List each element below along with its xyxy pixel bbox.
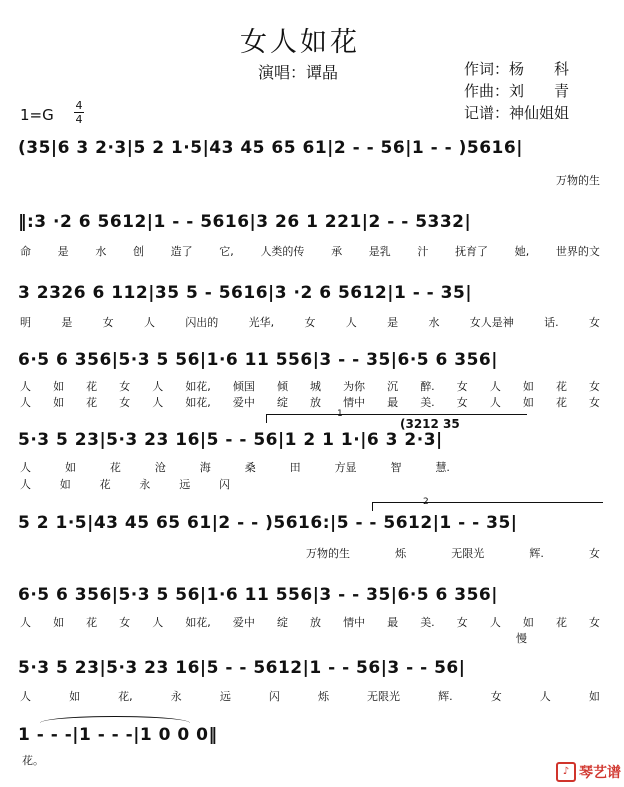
lyric-syllable: 人	[539, 690, 551, 703]
lyric-syllable: 如	[522, 616, 534, 629]
lyric-syllable: 如花,	[185, 396, 211, 409]
lyric-syllable: 如	[522, 396, 534, 409]
lyric-syllable: 情中	[343, 396, 366, 409]
watermark-logo	[556, 762, 621, 782]
time-signature-top: 4	[75, 99, 83, 112]
lyric-syllable: 辉.	[529, 547, 544, 560]
lyric-syllable: 人	[20, 478, 31, 491]
lyric-syllable: 万物的生	[306, 547, 350, 560]
lyric-syllable: 女	[119, 380, 131, 393]
lyric-syllable: 绽	[276, 616, 288, 629]
lyrics-row-9: 花。	[22, 754, 44, 767]
staff-row-5: 5·3 5 23|5·3 23 16|5 - - 56|1 2 1 1·|6 3 2·3|	[18, 430, 443, 450]
lyric-syllable: 女	[589, 616, 600, 629]
lyric-syllable: 如花,	[185, 616, 211, 629]
lyrics-row-5-verse-2	[20, 476, 230, 492]
lyric-syllable: 她,	[514, 245, 530, 258]
lyric-syllable: 花	[86, 396, 98, 409]
lyric-syllable: 女	[102, 316, 114, 329]
lyric-syllable: 智	[390, 461, 402, 474]
lyric-syllable: 创	[132, 245, 144, 258]
lyric-syllable: 如	[588, 690, 600, 703]
lyric-syllable: 是	[61, 316, 73, 329]
lyric-syllable: 女	[456, 380, 468, 393]
lyric-syllable: 是乳	[368, 245, 391, 258]
lyric-syllable: 花	[99, 478, 111, 491]
lyric-syllable: 女	[119, 396, 131, 409]
lyric-syllable: 美.	[420, 616, 435, 629]
lyric-syllable: 永	[139, 478, 151, 491]
lyric-syllable: 人	[489, 396, 501, 409]
lyric-syllable: 花	[86, 616, 98, 629]
second-ending-number: 2	[423, 497, 429, 507]
lyric-syllable: 如	[69, 690, 81, 703]
lyric-syllable: 造了	[170, 245, 193, 258]
lyric-syllable: 命	[20, 245, 31, 258]
second-ending-bracket	[372, 497, 603, 511]
lyric-syllable: 它,	[219, 245, 234, 258]
lyric-syllable: 花	[109, 461, 121, 474]
lyric-syllable: 倾	[276, 380, 288, 393]
lyric-syllable: 水	[428, 316, 440, 329]
lyric-syllable: 醉.	[420, 380, 435, 393]
lyric-syllable: 人	[20, 380, 31, 393]
staff-row-2: ‖:3 ·2 6 5612|1 - - 5616|3 26 1 221|2 - - 5332|	[18, 212, 472, 232]
lyric-syllable: 永	[170, 690, 182, 703]
lyrics-row-8	[20, 688, 600, 704]
lyric-syllable: 话.	[544, 316, 559, 329]
lyric-syllable: 慧.	[435, 461, 450, 474]
lyric-syllable: 人	[152, 380, 164, 393]
lyric-syllable: 人	[20, 396, 31, 409]
lyric-syllable: 水	[95, 245, 107, 258]
lyric-syllable: 花,	[118, 690, 133, 703]
lyric-syllable: 明	[20, 316, 31, 329]
lyric-syllable: 人	[489, 380, 501, 393]
lyrics-row-4-verse-1	[20, 378, 600, 394]
lyric-syllable: 辉.	[438, 690, 453, 703]
lyric-syllable: 放	[310, 396, 321, 409]
lyric-syllable: 绽	[276, 396, 288, 409]
lyric-syllable: 如花,	[185, 380, 211, 393]
lyric-syllable: 桑	[244, 461, 256, 474]
lyric-syllable: 女	[304, 316, 316, 329]
lyric-syllable: 人	[20, 461, 31, 474]
lyrics-row-6	[306, 545, 600, 561]
lyric-syllable: 最	[387, 396, 399, 409]
lyric-syllable: 城	[310, 380, 321, 393]
lyric-syllable: 万物的生	[556, 174, 600, 187]
lyric-syllable: 汁	[417, 245, 429, 258]
lyric-syllable: 沧	[154, 461, 166, 474]
lyric-syllable: 烁	[395, 547, 407, 560]
lyric-syllable: 田	[289, 461, 301, 474]
lyric-syllable: 最	[387, 616, 399, 629]
time-signature	[74, 100, 84, 125]
lyrics-row-5-verse-1	[20, 459, 450, 475]
tempo-marking: 慢	[516, 632, 527, 645]
lyrics-row-2	[20, 243, 600, 259]
lyric-syllable: 闪出的	[185, 316, 219, 329]
lyric-syllable: 承	[331, 245, 343, 258]
lyric-syllable: 爱中	[232, 396, 255, 409]
lyric-syllable: 如	[53, 380, 65, 393]
transcriber-credit: 记谱：神仙姐姐	[464, 104, 570, 122]
lyric-syllable: 女	[456, 616, 468, 629]
lyric-syllable: 人	[152, 616, 164, 629]
staff-row-1: (35|6 3 2·3|5 2 1·5|43 45 65 61|2 - - 56|1 - - )5616|	[18, 138, 523, 158]
singer-credit: 演唱：谭晶	[258, 63, 339, 82]
staff-row-4: 6·5 6 356|5·3 5 56|1·6 11 556|3 - - 35|6·5 6 356|	[18, 350, 498, 370]
lyric-syllable: 人	[152, 396, 164, 409]
lyrics-row-4-verse-2	[20, 394, 600, 410]
lyric-syllable: 女	[119, 616, 131, 629]
staff-row-9: 1 - - -|1 - - -|1 0 0 0‖	[18, 725, 218, 745]
staff-row-7: 6·5 6 356|5·3 5 56|1·6 11 556|3 - - 35|6·5 6 356|	[18, 585, 498, 605]
lyric-syllable: 人类的传	[260, 245, 305, 258]
lyric-syllable: 烁	[317, 690, 329, 703]
lyric-syllable: 花	[555, 380, 567, 393]
watermark-text: 琴艺谱	[579, 765, 621, 781]
lyric-syllable: 倾国	[232, 380, 255, 393]
lyric-syllable: 人	[489, 616, 501, 629]
first-ending-bracket	[266, 409, 527, 423]
lyric-syllable: 花	[86, 380, 98, 393]
lyric-syllable: 女人是神	[469, 316, 514, 329]
lyricist-credit: 作词：杨 科	[464, 60, 570, 78]
lyric-syllable: 是	[57, 245, 69, 258]
piano-logo-icon: ♪	[556, 762, 576, 782]
lyric-syllable: 沉	[387, 380, 399, 393]
lyric-syllable: 如	[59, 478, 71, 491]
lyric-syllable: 女	[589, 396, 600, 409]
lyric-syllable: 人	[20, 690, 31, 703]
lyric-syllable: 无限光	[367, 690, 401, 703]
lyric-syllable: 花	[555, 396, 567, 409]
lyric-syllable: 如	[522, 380, 534, 393]
lyrics-row-1	[20, 172, 600, 188]
lyric-syllable: 远	[219, 690, 231, 703]
lyric-syllable: 闪	[268, 690, 280, 703]
lyric-syllable: 花	[555, 616, 567, 629]
composer-credit: 作曲：刘 青	[464, 82, 570, 100]
lyric-syllable: 方显	[334, 461, 357, 474]
song-title: 女人如花	[240, 27, 360, 58]
lyric-syllable: 人	[20, 616, 31, 629]
lyric-syllable: 放	[310, 616, 321, 629]
lyric-syllable: 女	[588, 316, 600, 329]
lyric-syllable: 无限光	[451, 547, 485, 560]
lyric-syllable: 爱中	[232, 616, 255, 629]
first-ending-number: 1	[337, 409, 343, 419]
lyric-syllable: 美.	[420, 396, 435, 409]
staff-row-8: 5·3 5 23|5·3 23 16|5 - - 5612|1 - - 56|3 - - 56|	[18, 658, 466, 678]
lyric-syllable: 人	[143, 316, 155, 329]
lyric-syllable: 人	[345, 316, 357, 329]
lyric-syllable: 是	[387, 316, 399, 329]
lyric-syllable: 如	[53, 396, 65, 409]
time-signature-bottom: 4	[75, 113, 83, 126]
lyric-syllable: 闪	[218, 478, 230, 491]
lyric-syllable: 女	[589, 380, 600, 393]
lyric-syllable: 世界的文	[555, 245, 600, 258]
lyric-syllable: 情中	[343, 616, 366, 629]
lyric-syllable: 如	[53, 616, 65, 629]
lyric-syllable: 女	[456, 396, 468, 409]
lyric-syllable: 女	[490, 690, 502, 703]
staff-row-3: 3 2326 6 112|35 5 - 5616|3 ·2 6 5612|1 - - 35|	[18, 283, 473, 303]
key-signature: 1=G	[20, 106, 54, 124]
lyric-syllable: 海	[199, 461, 211, 474]
lyric-syllable: 远	[179, 478, 191, 491]
ornament-notes: (3212 35	[400, 417, 460, 431]
lyric-syllable: 女	[589, 547, 600, 560]
lyric-syllable: 如	[64, 461, 76, 474]
lyric-syllable: 为你	[343, 380, 366, 393]
lyrics-row-7	[20, 614, 600, 630]
lyrics-row-3	[20, 314, 600, 330]
staff-row-6: 5 2 1·5|43 45 65 61|2 - - )5616:|5 - - 5612|1 - - 35|	[18, 513, 518, 533]
tie-arc	[40, 716, 190, 723]
lyric-syllable: 抚育了	[455, 245, 489, 258]
lyric-syllable: 光华,	[248, 316, 275, 329]
